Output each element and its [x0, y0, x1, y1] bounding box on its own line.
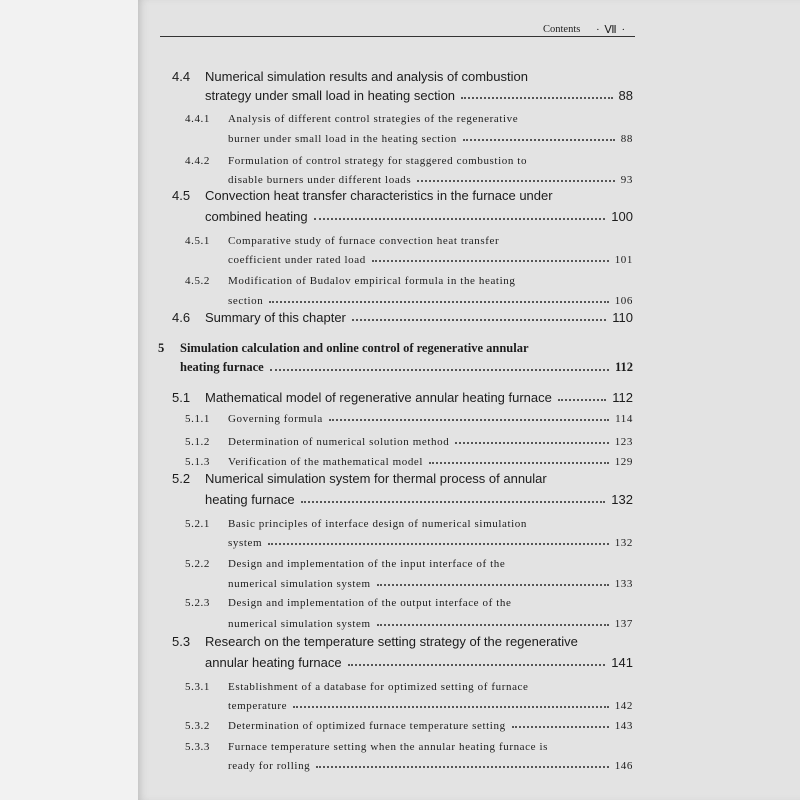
toc-entry-line [228, 692, 633, 712]
toc-title-text: Verification of the mathematical model [228, 456, 424, 468]
toc-page-number: 106 [614, 295, 633, 307]
toc-leader-dots [372, 260, 609, 262]
toc-section-number: 4.5.1 [185, 235, 210, 247]
toc-entry-line [172, 385, 633, 405]
toc-entry-line [228, 529, 633, 549]
toc-page-number: 133 [614, 578, 633, 590]
toc-title-text: Modification of Budalov empirical formula in the heating [228, 275, 516, 287]
toc-section-number: 4.5 [172, 188, 191, 203]
toc-page-number: 112 [614, 360, 633, 374]
toc-title-text: ready for rolling [228, 760, 311, 772]
toc-section-number: 4.4.1 [185, 113, 210, 125]
toc-title-text: Simulation calculation and online control of regenerative annular [180, 341, 529, 355]
toc-entry-line [228, 752, 633, 772]
toc-leader-dots [429, 462, 609, 464]
toc-page-number: 146 [614, 760, 633, 772]
toc-entry-line [185, 105, 633, 125]
toc-title-text: Mathematical model of regenerative annular heating furnace [205, 390, 552, 405]
toc-page-number: 101 [614, 254, 633, 266]
toc-page-number: 123 [614, 436, 633, 448]
toc-entry-line [158, 336, 633, 356]
toc-title-text: Research on the temperature setting strategy of the regenerative [205, 634, 578, 649]
toc-section-number: 4.4.2 [185, 155, 210, 167]
running-header-label: Contents [540, 24, 583, 35]
running-header-page-number: · Ⅶ · [593, 23, 629, 36]
toc-section-number: 5.2.2 [185, 558, 210, 570]
toc-title-text: strategy under small load in heating section [205, 88, 456, 103]
toc-entry-line [228, 570, 633, 590]
toc-entry-line [205, 204, 633, 224]
toc-leader-dots [329, 419, 609, 421]
toc-entry-line [172, 305, 633, 325]
toc-page-number: 132 [611, 492, 633, 507]
toc-title-text: Convection heat transfer characteristics in the furnace under [205, 188, 553, 203]
toc-section-number: 5.2 [172, 471, 191, 486]
toc-title-text: annular heating furnace [205, 655, 342, 670]
toc-entry-line [185, 227, 633, 247]
toc-title-text: Governing formula [228, 413, 323, 425]
toc-title-text: section [228, 295, 264, 307]
toc-title-text: Basic principles of interface design of numerical simulation [228, 518, 528, 530]
toc-title-text: Summary of this chapter [205, 310, 346, 325]
toc-entry-line [172, 466, 633, 486]
toc-leader-dots [463, 139, 615, 141]
toc-section-number: 4.6 [172, 310, 191, 325]
toc-entry-line [185, 448, 633, 468]
toc-section-number: 5.3.2 [185, 720, 210, 732]
toc-leader-dots [461, 97, 612, 99]
header-rule [160, 36, 635, 37]
toc-section-number: 4.5.2 [185, 275, 210, 287]
toc-entry-line [185, 550, 633, 570]
toc-page-number: 88 [618, 88, 633, 103]
toc-entry-line [228, 246, 633, 266]
toc-page-number: 129 [614, 456, 633, 468]
toc-leader-dots [348, 664, 606, 666]
toc-title-text: Analysis of different control strategies of the regenerative [228, 113, 519, 125]
toc-entry-line [205, 650, 633, 670]
toc-leader-dots [377, 624, 609, 626]
toc-entry-line [185, 267, 633, 287]
toc-entry-line [172, 629, 633, 649]
toc-leader-dots [316, 766, 608, 768]
toc-title-text: temperature [228, 700, 288, 712]
toc-page-number: 112 [612, 390, 633, 405]
toc-title-text: numerical simulation system [228, 618, 371, 630]
toc-entry-line [185, 510, 633, 530]
toc-entry-line [185, 405, 633, 425]
toc-entry-line [185, 147, 633, 167]
toc-title-text: system [228, 537, 263, 549]
toc-page-number: 143 [614, 720, 633, 732]
toc-leader-dots [314, 218, 606, 220]
toc-leader-dots [352, 319, 606, 321]
toc-entry-line [185, 428, 633, 448]
toc-entry-line [185, 733, 633, 753]
toc-section-number: 5.3 [172, 634, 191, 649]
toc-section-number: 5.2.1 [185, 518, 210, 530]
toc-title-text: burner under small load in the heating section [228, 133, 457, 145]
toc-section-number: 5.1 [172, 390, 191, 405]
toc-title-text: Determination of optimized furnace temperature setting [228, 720, 506, 732]
toc-title-text: Furnace temperature setting when the annular heating furnace is [228, 741, 549, 753]
toc-page-number: 110 [612, 310, 633, 325]
toc-title-text: coefficient under rated load [228, 254, 366, 266]
toc-title-text: Numerical simulation results and analysis of combustion [205, 69, 528, 84]
toc-entry-line [228, 287, 633, 307]
toc-page-number: 132 [614, 537, 633, 549]
toc-entry-line [228, 125, 633, 145]
toc-leader-dots [270, 369, 609, 371]
toc-section-number: 5.2.3 [185, 597, 210, 609]
toc-section-number: 5 [158, 341, 165, 355]
toc-entry-line [180, 355, 633, 375]
toc-page-number: 141 [611, 655, 633, 670]
toc-section-number: 5.3.1 [185, 681, 210, 693]
toc-page-number: 93 [620, 174, 633, 186]
toc-title-text: heating furnace [180, 360, 264, 374]
toc-section-number: 5.3.3 [185, 741, 210, 753]
toc-page-number: 114 [615, 413, 633, 425]
toc-title-text: heating furnace [205, 492, 295, 507]
toc-title-text: disable burners under different loads [228, 174, 412, 186]
toc-section-number: 5.1.3 [185, 456, 210, 468]
toc-title-text: Design and implementation of the output interface of the [228, 597, 512, 609]
toc-section-number: 4.4 [172, 69, 191, 84]
toc-title-text: combined heating [205, 209, 308, 224]
toc-leader-dots [293, 706, 609, 708]
toc-leader-dots [268, 543, 609, 545]
toc-page-number: 100 [611, 209, 633, 224]
toc-title-text: Design and implementation of the input interface of the [228, 558, 506, 570]
toc-leader-dots [558, 399, 606, 401]
toc-page-number: 88 [620, 133, 633, 145]
toc-title-text: Establishment of a database for optimized setting of furnace [228, 681, 529, 693]
toc-entry-line [228, 610, 633, 630]
toc-leader-dots [377, 584, 609, 586]
toc-leader-dots [269, 301, 608, 303]
toc-entry-line [172, 183, 633, 203]
toc-entry-line [205, 83, 633, 103]
toc-entry-line [185, 673, 633, 693]
toc-entry-line [185, 589, 633, 609]
toc-page-number: 137 [614, 618, 633, 630]
toc-leader-dots [455, 442, 608, 444]
toc-leader-dots [301, 501, 606, 503]
toc-page-number: 142 [614, 700, 633, 712]
toc-section-number: 5.1.2 [185, 436, 210, 448]
toc-leader-dots [417, 180, 615, 182]
toc-entry-line [205, 487, 633, 507]
toc-title-text: Numerical simulation system for thermal process of annular [205, 471, 547, 486]
toc-section-number: 5.1.1 [185, 413, 210, 425]
toc-entry-line [172, 64, 633, 84]
toc-title-text: Comparative study of furnace convection heat transfer [228, 235, 500, 247]
toc-entry-line [185, 712, 633, 732]
toc-title-text: Formulation of control strategy for staggered combustion to [228, 155, 528, 167]
toc-leader-dots [512, 726, 609, 728]
toc-title-text: numerical simulation system [228, 578, 371, 590]
toc-title-text: Determination of numerical solution method [228, 436, 450, 448]
